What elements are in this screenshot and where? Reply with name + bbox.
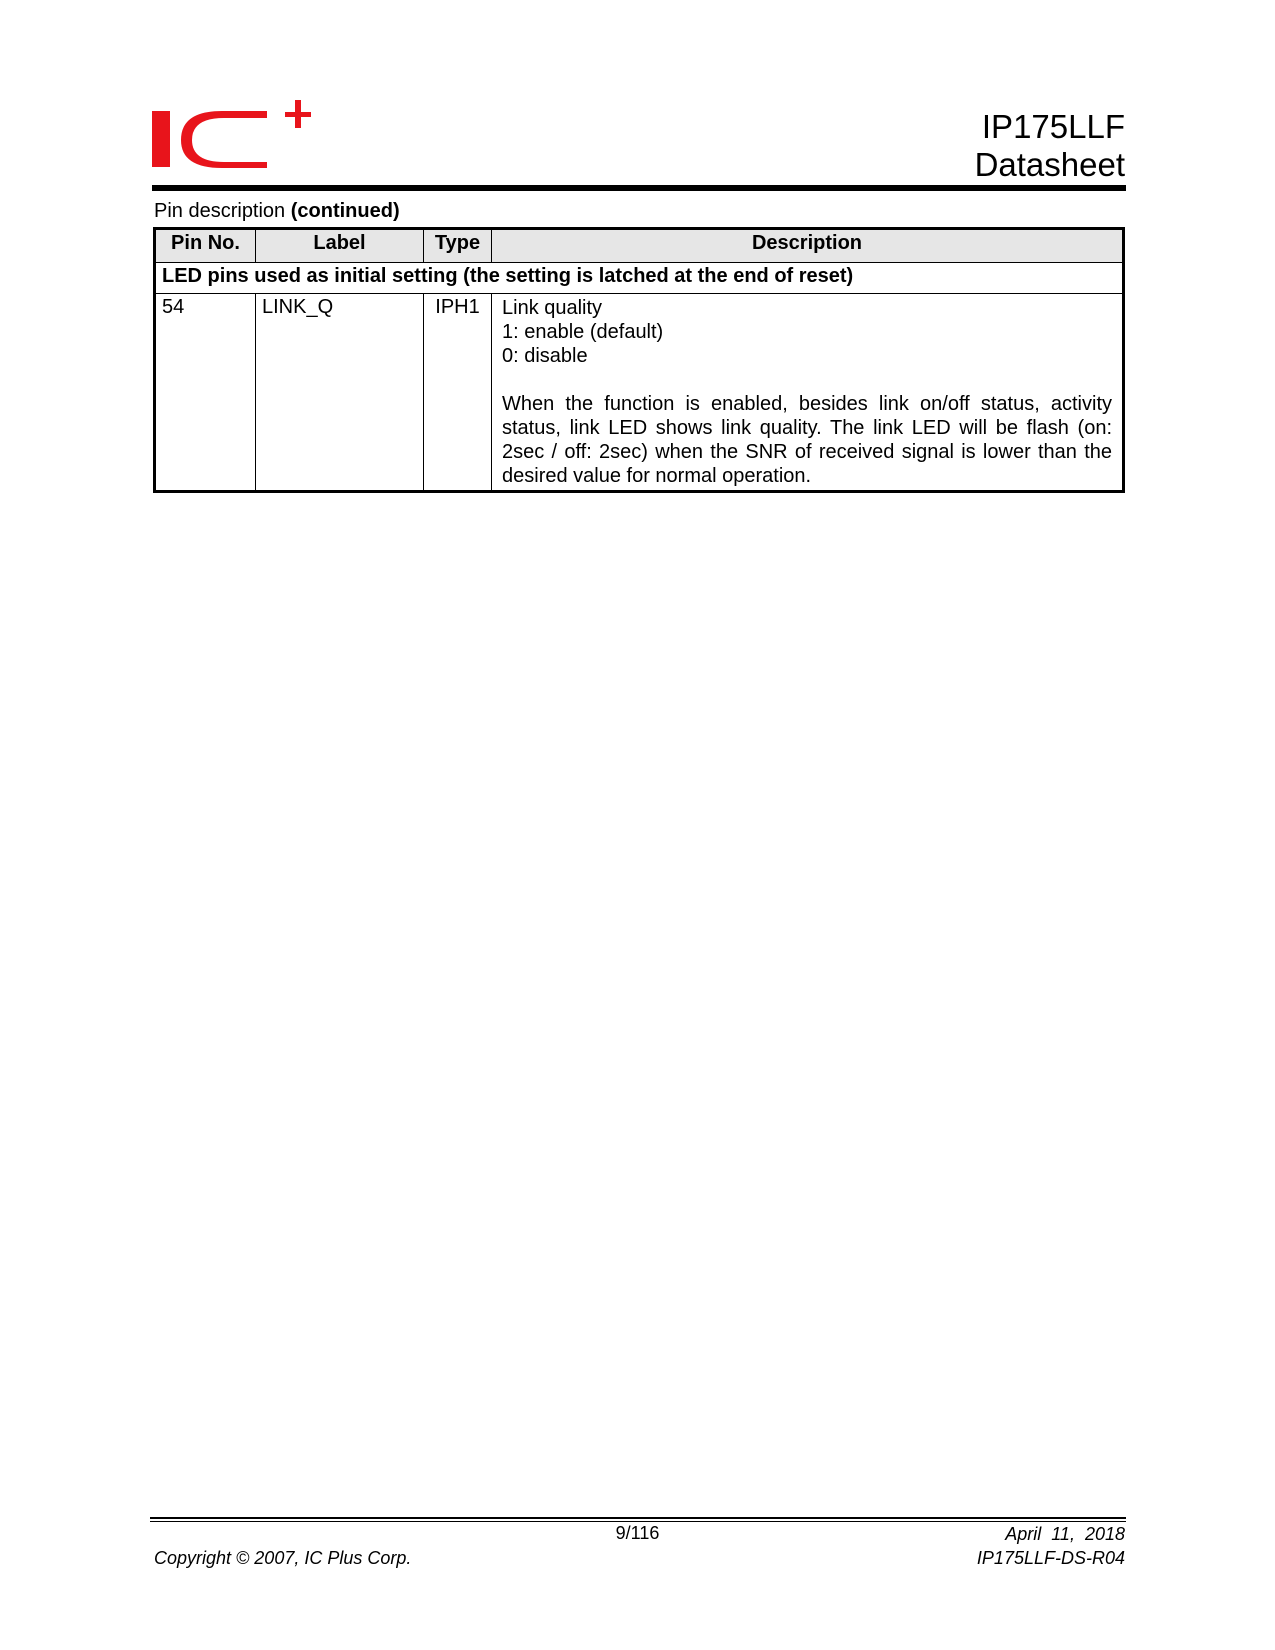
caption-prefix: Pin description bbox=[154, 200, 291, 222]
footer-rule-thin bbox=[150, 1521, 1126, 1522]
column-header-label: Label bbox=[256, 229, 424, 263]
footer-rule bbox=[150, 1517, 1126, 1519]
pin-description-table bbox=[153, 227, 1125, 493]
pin-type: IPH1 bbox=[424, 294, 492, 492]
column-header-type: Type bbox=[424, 229, 492, 263]
column-header-description: Description bbox=[492, 229, 1124, 263]
description-gap bbox=[502, 368, 1116, 392]
footer-copyright: Copyright © 2007, IC Plus Corp. bbox=[154, 1548, 412, 1568]
table-caption bbox=[154, 200, 400, 223]
description-line: Link quality bbox=[502, 297, 603, 319]
footer-document-id: IP175LLF-DS-R04 bbox=[976, 1548, 1125, 1568]
title-part-number: IP175LLF bbox=[981, 108, 1125, 145]
title-doc-type: Datasheet bbox=[974, 146, 1125, 183]
caption-continued: (continued) bbox=[290, 200, 400, 222]
column-header-pin: Pin No. bbox=[155, 229, 256, 263]
table-header-row bbox=[155, 229, 1124, 263]
page-number: 9/116 bbox=[615, 1523, 660, 1543]
section-row bbox=[155, 263, 1124, 294]
pin-number: 54 bbox=[155, 294, 256, 492]
pin-label: LINK_Q bbox=[256, 294, 424, 492]
document-title bbox=[975, 108, 1125, 184]
table-row bbox=[155, 294, 1124, 492]
description-line: 1: enable (default) bbox=[502, 321, 664, 343]
pin-description bbox=[492, 294, 1124, 492]
header-rule bbox=[152, 185, 1126, 191]
section-title: LED pins used as initial setting (the setting is latched at the end of reset) bbox=[155, 263, 1124, 294]
description-line: 0: disable bbox=[502, 345, 588, 367]
footer-date: April 11, 2018 bbox=[1005, 1524, 1125, 1544]
description-paragraph: When the function is enabled, besides link on/off status, activity status, link LED shows link quality. The link LED will be flash (on: 2sec / off: 2sec) when the SNR of received signal is lower than the desired value for normal operation. bbox=[502, 393, 1112, 487]
ic-plus-logo bbox=[152, 98, 332, 178]
